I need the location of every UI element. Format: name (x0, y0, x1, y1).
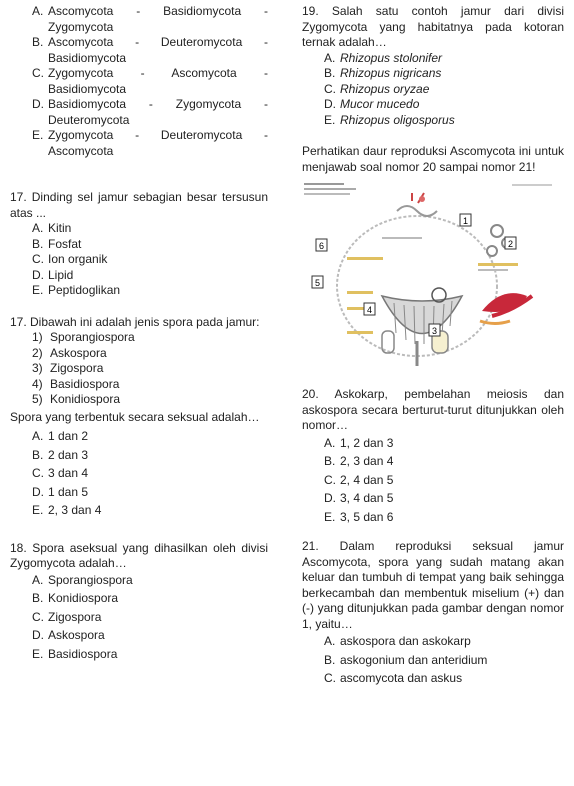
q16-option-a[interactable]: A. Ascomycota - Basidiomycota - Zygomycota (32, 4, 268, 34)
q16-options (10, 4, 268, 159)
diagram-label-1 (460, 214, 471, 226)
spore-list-item: 5) Konidiospora (32, 392, 121, 406)
svg-text:6: 6 (318, 241, 325, 251)
q21-option-a[interactable]: A. askospora dan askokarp (324, 634, 471, 648)
q19-option-d[interactable]: D. Mucor mucedo (324, 97, 420, 111)
q17a-option-c[interactable]: C. Ion organik (32, 252, 108, 266)
q19-option-b[interactable]: B. Rhizopus nigricans (324, 66, 442, 80)
ascomycota-life-cycle-diagram (302, 181, 564, 381)
spore-list-item: 2) Askospora (32, 345, 107, 360)
q18-option-e[interactable]: E. Basidiospora (32, 646, 118, 661)
svg-text:4: 4 (366, 305, 373, 315)
diagram-label-5 (312, 276, 323, 288)
spore-list-item: 3) Zigospora (32, 361, 104, 375)
cycle-annotation (347, 291, 373, 294)
q17b-option-a[interactable]: A. 1 dan 2 (32, 429, 89, 443)
svg-text:3: 3 (431, 326, 438, 336)
q18-stem: 18. Spora aseksual yang dihasilkan oleh divisi Zygomycota adalah… (10, 540, 268, 570)
question-17a (10, 190, 268, 299)
spore-list-item: 1) Sporangiospora (32, 330, 135, 344)
q17a-stem: 17. Dinding sel jamur sebagian besar tersusun atas ... (10, 190, 268, 220)
q16-option-e[interactable]: E. Zygomycota - Deuteromycota - Ascomycota (32, 128, 268, 158)
question-19 (302, 4, 564, 128)
q16-option-b[interactable]: B. Ascomycota - Deuteromycota - Basidiomycota (32, 35, 268, 65)
q17b-option-c[interactable]: C. 3 dan 4 (32, 466, 89, 480)
q17a-option-b[interactable]: B. Fosfat (32, 236, 82, 251)
q17b-prompt: Spora yang terbentuk secara seksual adalah… (10, 409, 260, 424)
life-cycle-svg (302, 181, 564, 381)
header-scribble (304, 188, 356, 190)
cycle-annotation (478, 269, 508, 271)
header-scribble (304, 193, 350, 195)
question-20 (302, 387, 564, 525)
header-scribble (304, 183, 344, 185)
q17b-stem: 17. Dibawah ini adalah jenis spora pada jamur: (10, 314, 260, 329)
ascocarp-illustration (382, 288, 462, 366)
q17a-option-d[interactable]: D. Lipid (32, 267, 74, 282)
svg-text:1: 1 (462, 216, 469, 226)
q18-option-a[interactable]: A. Sporangiospora (32, 572, 133, 587)
q21-stem: 21. Dalam reproduksi seksual jamur Ascomycota, spora yang sudah matang akan keluar dan tumbuh di tempat yang baik sehingga berkecambah dan membentuk miselium (+) dan (-) yang ditunjukkan pada gambar dengan nomor 1, yaitu… (302, 539, 564, 631)
q20-stem: 20. Askokarp, pembelahan meiosis dan askospora secara berturut-turut ditunjukkan oleh nomor… (302, 387, 564, 432)
cycle-annotation (382, 237, 422, 239)
q20-option-c[interactable]: C. 2, 4 dan 5 (324, 472, 394, 487)
diagram-label-4 (364, 303, 375, 315)
q20-option-e[interactable]: E. 3, 5 dan 6 (324, 509, 394, 524)
q21-option-c[interactable]: C. ascomycota dan askus (324, 671, 463, 685)
spore-list-item: 4) Basidiospora (32, 376, 120, 391)
diagram-label-2 (505, 237, 516, 249)
cycle-annotation (478, 263, 518, 266)
svg-text:5: 5 (314, 278, 321, 288)
right-column (302, 4, 564, 687)
q16-option-d[interactable]: D. Basidiomycota - Zygomycota - Deuteromycota (32, 97, 268, 127)
diagram-intro: Perhatikan daur reproduksi Ascomycota ini untuk menjawab soal nomor 20 sampai nomor 21! (302, 144, 564, 174)
q17a-option-a[interactable]: A. Kitin (32, 221, 72, 235)
diagram-label-6 (316, 239, 327, 251)
q18-option-b[interactable]: B. Konidiospora (32, 591, 119, 605)
diagram-label-3 (429, 324, 440, 336)
q16-option-c[interactable]: C. Zygomycota - Ascomycota - Basidiomycota (32, 66, 268, 96)
fruiting-body-illustration (480, 293, 532, 323)
q17b-option-d[interactable]: D. 1 dan 5 (32, 484, 89, 499)
q20-option-b[interactable]: B. 2, 3 dan 4 (324, 454, 394, 468)
q18-option-c[interactable]: C. Zigospora (32, 609, 102, 624)
q19-stem: 19. Salah satu contoh jamur dari divisi Zygomycota yang habitatnya pada kotoran ternak adalah… (302, 4, 564, 49)
question-17b (10, 315, 268, 519)
q19-option-e[interactable]: E. Rhizopus oligosporus (324, 112, 455, 127)
cycle-annotation (347, 257, 383, 260)
q21-option-b[interactable]: B. askogonium dan anteridium (324, 652, 488, 667)
q19-option-c[interactable]: C. Rhizopus oryzae (324, 81, 430, 96)
svg-text:2: 2 (507, 239, 514, 249)
q18-option-d[interactable]: D. Askospora (32, 628, 105, 642)
q20-option-a[interactable]: A. 1, 2 dan 3 (324, 435, 394, 450)
q20-option-d[interactable]: D. 3, 4 dan 5 (324, 491, 394, 505)
cycle-annotation (347, 331, 373, 334)
question-21 (302, 539, 564, 687)
q17a-option-e[interactable]: E. Peptidoglikan (32, 283, 121, 297)
q17b-option-e[interactable]: E. 2, 3 dan 4 (32, 503, 102, 517)
q19-option-a[interactable]: A. Rhizopus stolonifer (324, 50, 443, 65)
q17b-option-b[interactable]: B. 2 dan 3 (32, 447, 89, 462)
question-18 (10, 541, 268, 663)
left-column (10, 4, 268, 662)
mycelium-illustration (397, 193, 437, 216)
header-scribble (512, 184, 552, 186)
